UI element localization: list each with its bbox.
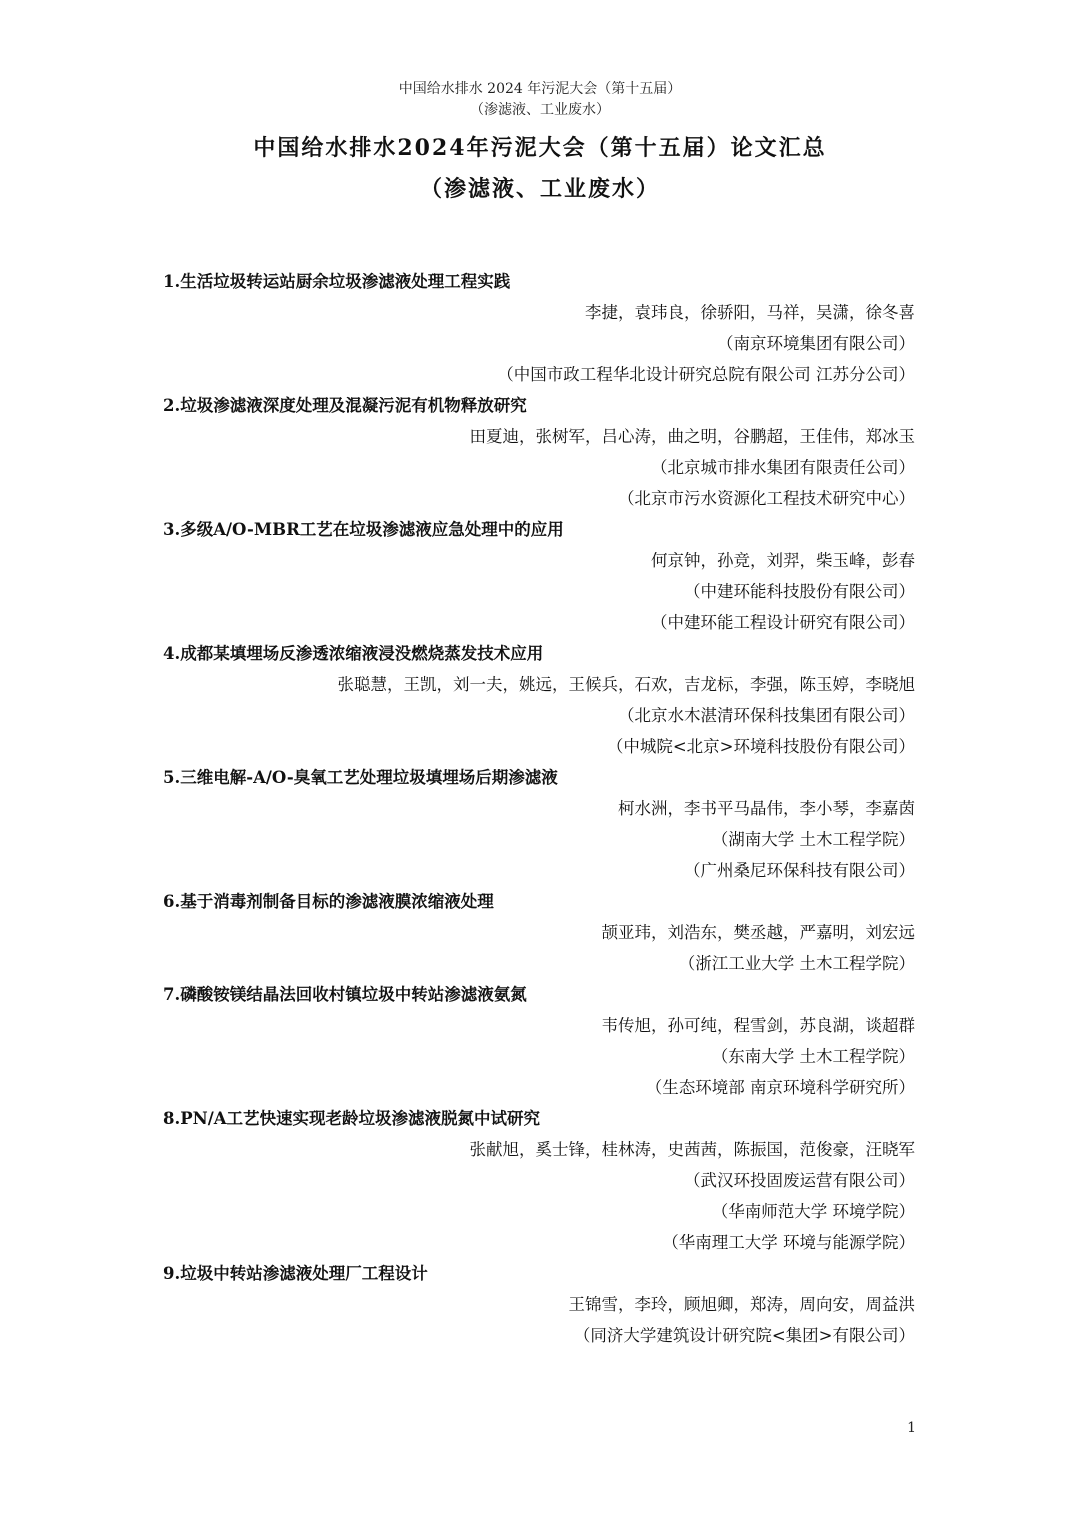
- paper-authors: 张献旭，奚士锋，桂林涛，史茜茜，陈振国，范俊豪，汪晓军: [469, 1140, 915, 1159]
- paper-authors: 柯水洲，李书平马晶伟，李小琴，李嘉茵: [618, 799, 915, 818]
- paper-authors: 王锦雪，李玲，顾旭卿，郑涛，周向安，周益洪: [568, 1295, 915, 1314]
- paper-affiliation: （北京城市排水集团有限责任公司）: [651, 458, 915, 477]
- paper-authors: 何京钟，孙竞，刘羿，柴玉峰，彭春: [651, 551, 915, 570]
- paper-affiliation: （北京市污水资源化工程技术研究中心）: [618, 489, 915, 508]
- paper-title: 3.多级A/O-MBR工艺在垃圾渗滤液应急处理中的应用: [163, 520, 564, 539]
- paper-entry: [163, 1258, 915, 1351]
- paper-title: 6.基于消毒剂制备目标的渗滤液膜浓缩液处理: [163, 892, 494, 911]
- paper-entry: [163, 1103, 915, 1258]
- running-header-line1: 中国给水排水 2024 年污泥大会（第十五届）: [398, 81, 682, 97]
- paper-affiliation: （同济大学建筑设计研究院<集团>有限公司）: [573, 1326, 915, 1345]
- paper-title: 5.三维电解-A/O-臭氧工艺处理垃圾填埋场后期渗滤液: [163, 768, 558, 787]
- paper-affiliation: （中建环能科技股份有限公司）: [684, 582, 915, 601]
- paper-affiliation: （中建环能工程设计研究有限公司）: [651, 613, 915, 632]
- paper-affiliation: （东南大学 土木工程学院）: [711, 1047, 915, 1066]
- running-header-line2: （渗滤液、工业废水）: [470, 102, 610, 118]
- paper-entry: [163, 390, 915, 514]
- paper-entry: [163, 266, 915, 390]
- paper-authors: 田夏迪，张树军，吕心涛，曲之明，谷鹏超，王佳伟，郑冰玉: [469, 427, 915, 446]
- paper-entry: [163, 979, 915, 1103]
- paper-affiliation: （广州桑尼环保科技有限公司）: [684, 861, 915, 880]
- paper-authors: 李捷，袁玮良，徐骄阳，马祥，吴潇，徐冬喜: [585, 303, 915, 322]
- paper-entry: [163, 638, 915, 762]
- paper-title: 1.生活垃圾转运站厨余垃圾渗滤液处理工程实践: [163, 272, 511, 291]
- page-number: 1: [907, 1420, 916, 1436]
- paper-authors: 颉亚玮，刘浩东，樊丞越，严嘉明，刘宏远: [601, 923, 915, 942]
- paper-title: 8.PN/A工艺快速实现老龄垃圾渗滤液脱氮中试研究: [163, 1109, 541, 1128]
- paper-affiliation: （生态环境部 南京环境科学研究所）: [645, 1078, 915, 1097]
- paper-title: 2.垃圾渗滤液深度处理及混凝污泥有机物释放研究: [163, 396, 527, 415]
- paper-entry: [163, 762, 915, 886]
- paper-entry: [163, 886, 915, 979]
- paper-affiliation: （南京环境集团有限公司）: [717, 334, 915, 353]
- paper-title: 9.垃圾中转站渗滤液处理厂工程设计: [163, 1264, 428, 1283]
- paper-affiliation: （中国市政工程华北设计研究总院有限公司 江苏分公司）: [497, 365, 915, 384]
- paper-list: [163, 266, 915, 1351]
- paper-entry: [163, 514, 915, 638]
- paper-authors: 张聪慧，王凯，刘一夫，姚远，王候兵，石欢，吉龙标，李强，陈玉婷，李晓旭: [337, 675, 915, 694]
- paper-affiliation: （华南理工大学 环境与能源学院）: [662, 1233, 915, 1252]
- document-title: 中国给水排水2024年污泥大会（第十五届）论文汇总: [253, 135, 827, 161]
- paper-authors: 韦传旭，孙可纯，程雪剑，苏良湖，谈超群: [601, 1016, 915, 1035]
- paper-affiliation: （华南师范大学 环境学院）: [711, 1202, 915, 1221]
- paper-title: 7.磷酸铵镁结晶法回收村镇垃圾中转站渗滤液氨氮: [163, 985, 527, 1004]
- document-subtitle: （渗滤液、工业废水）: [419, 176, 660, 202]
- paper-affiliation: （浙江工业大学 土木工程学院）: [678, 954, 915, 973]
- paper-affiliation: （湖南大学 土木工程学院）: [711, 830, 915, 849]
- paper-title: 4.成都某填埋场反渗透浓缩液浸没燃烧蒸发技术应用: [163, 644, 544, 663]
- paper-affiliation: （武汉环投固废运营有限公司）: [684, 1171, 915, 1190]
- paper-affiliation: （中城院<北京>环境科技股份有限公司）: [606, 737, 915, 756]
- paper-affiliation: （北京水木湛清环保科技集团有限公司）: [618, 706, 915, 725]
